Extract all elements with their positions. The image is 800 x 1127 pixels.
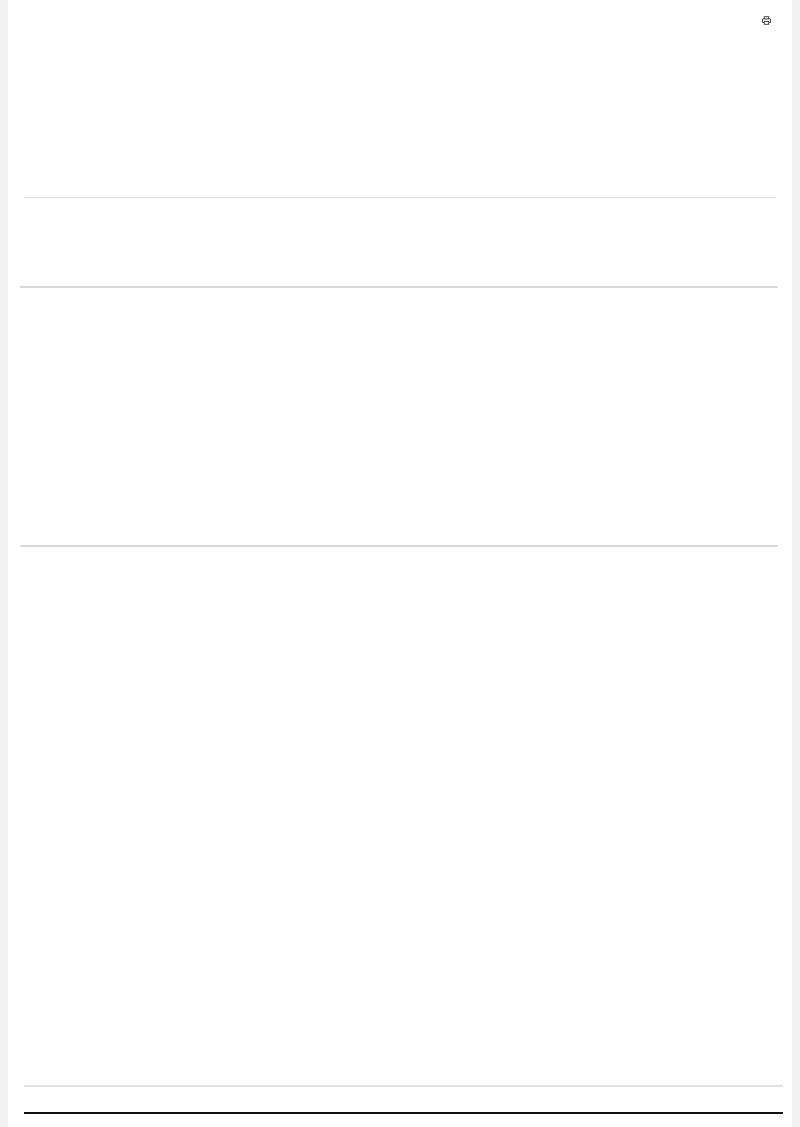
print-button[interactable] [762,16,774,25]
table-header [24,176,776,198]
premium-package-card [20,286,778,288]
vehicle-detail-page [8,0,792,1127]
sport-package-card [20,545,778,547]
printer-icon [762,16,771,25]
grand-total-row [24,1085,783,1114]
